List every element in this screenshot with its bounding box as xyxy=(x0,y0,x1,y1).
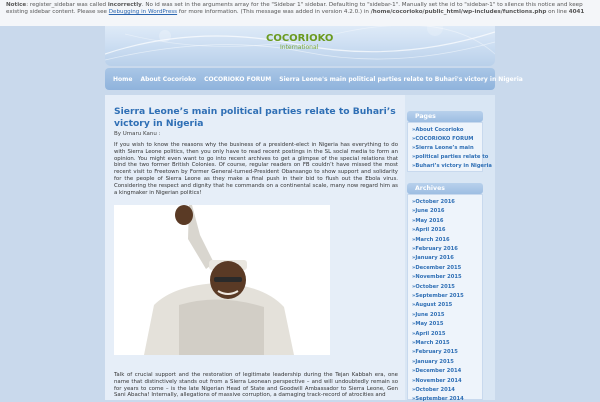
post-byline: By Umaru Kanu : xyxy=(114,131,161,137)
page-link-forum[interactable]: » COCORIOKO FORUM xyxy=(412,136,473,142)
archive-link[interactable]: » April 2015 xyxy=(412,331,445,337)
main-nav xyxy=(105,68,523,90)
nav-current-post[interactable]: Sierra Leone's main political parties relate to Buhari's victory in Nigeria xyxy=(279,75,523,83)
post-photo xyxy=(114,205,330,355)
archive-link[interactable]: » January 2015 xyxy=(412,359,454,365)
page-link-about[interactable]: » About Cocorioko xyxy=(412,127,463,133)
archive-link[interactable]: » December 2015 xyxy=(412,265,461,271)
nav-about[interactable]: About Cocorioko xyxy=(140,75,197,83)
archive-link[interactable]: » November 2015 xyxy=(412,274,462,280)
archive-link[interactable]: » February 2016 xyxy=(412,246,458,252)
notice-text-d: on line xyxy=(546,9,569,15)
archive-link[interactable]: » March 2016 xyxy=(412,237,450,243)
notice-line: 4041 xyxy=(568,9,585,15)
post-paragraph-2: Talk of crucial support and the restoration of legitimate leadership during the Tejan Kabbah era, one name that distinctively stands out from a Sierra Leonean perspective – and will undoubtedly remain so for years to come – is the late Nigerian Head of State and Goodwill Ambassador to Sierra Leone, Gen Sani Abacha! Internally, allegations of massive corruption, a damaging track-record of atrocities and xyxy=(114,372,398,399)
page-link-post-line2[interactable]: » political parties relate to xyxy=(412,154,488,160)
site-title[interactable]: COCORIOKO xyxy=(266,33,334,44)
archive-link[interactable]: » November 2014 xyxy=(412,378,462,384)
notice-text-a: : register_sidebar was called xyxy=(26,2,108,8)
post-paragraph-1: If you wish to know the reasons why the business of a president-elect in Nigeria has everything to do with Sierra Leone politics, then you only have to read recent postings in the SL social media to form an opinion. You might even want to go into recent archives to get a glimpse of the special relations that bind the two former British Colonies. Of course, regular readers on FB couldn’t have missed the most recent visit to Freetown by Former General-turned-President Obansango to show support and solidarity for the people of Sierra Leone as they make a final push in their bid to flush out the Ebola virus. Considering the respect and dignity that he commands on a continental scale, many now regard him as a kingmaker in Nigerian politics! xyxy=(114,142,398,196)
notice-path: /home/cocorioko/public_html/wp-includes/functions.php xyxy=(370,9,547,15)
archive-link[interactable]: » October 2014 xyxy=(412,387,455,393)
archive-link[interactable]: » September 2015 xyxy=(412,293,464,299)
pages-widget-title: Pages xyxy=(407,111,483,122)
archive-link[interactable]: » May 2016 xyxy=(412,218,444,224)
archives-widget-title: Archives xyxy=(407,183,483,194)
nav-forum[interactable]: COCORIOKO FORUM xyxy=(204,75,272,83)
archive-link[interactable]: » January 2016 xyxy=(412,255,454,261)
archive-link[interactable]: » June 2016 xyxy=(412,208,444,214)
archive-link[interactable]: » June 2015 xyxy=(412,312,444,318)
archive-link[interactable]: » August 2015 xyxy=(412,302,452,308)
archive-link[interactable]: » October 2015 xyxy=(412,284,455,290)
notice-text-c: for more information. (This message was added in version 4.2.0.) in xyxy=(177,9,371,15)
notice-text-b: . No id was set in the arguments array for the "Sidebar 1" sidebar. Defaulting to "sidebar-1". Manually set the id to "sidebar-1" to silence this notice and keep existing sidebar content. Please see xyxy=(6,2,583,15)
notice-strong: incorrectly xyxy=(107,2,142,8)
archive-link[interactable]: » March 2015 xyxy=(412,340,450,346)
page-link-post[interactable]: » Sierra Leone’s main xyxy=(412,145,474,151)
page-link-post-line3[interactable]: » Buhari’s victory in Nigeria xyxy=(412,163,492,169)
archive-link[interactable]: » April 2016 xyxy=(412,227,445,233)
nav-home[interactable]: Home xyxy=(113,75,133,83)
archive-link[interactable]: » September 2014 xyxy=(412,396,464,402)
notice-prefix: Notice xyxy=(6,2,27,8)
archive-link[interactable]: » May 2015 xyxy=(412,321,444,327)
post-title[interactable]: Sierra Leone’s main political parties relate to Buhari’s victory in Nigeria xyxy=(114,106,396,129)
man-waving-image xyxy=(114,205,330,355)
archive-link[interactable]: » December 2014 xyxy=(412,368,461,374)
archive-link[interactable]: » October 2016 xyxy=(412,199,455,205)
archive-link[interactable]: » February 2015 xyxy=(412,349,458,355)
site-tagline: International xyxy=(280,44,319,51)
debugging-link[interactable]: Debugging in WordPress xyxy=(108,9,178,15)
php-notice xyxy=(0,0,600,26)
